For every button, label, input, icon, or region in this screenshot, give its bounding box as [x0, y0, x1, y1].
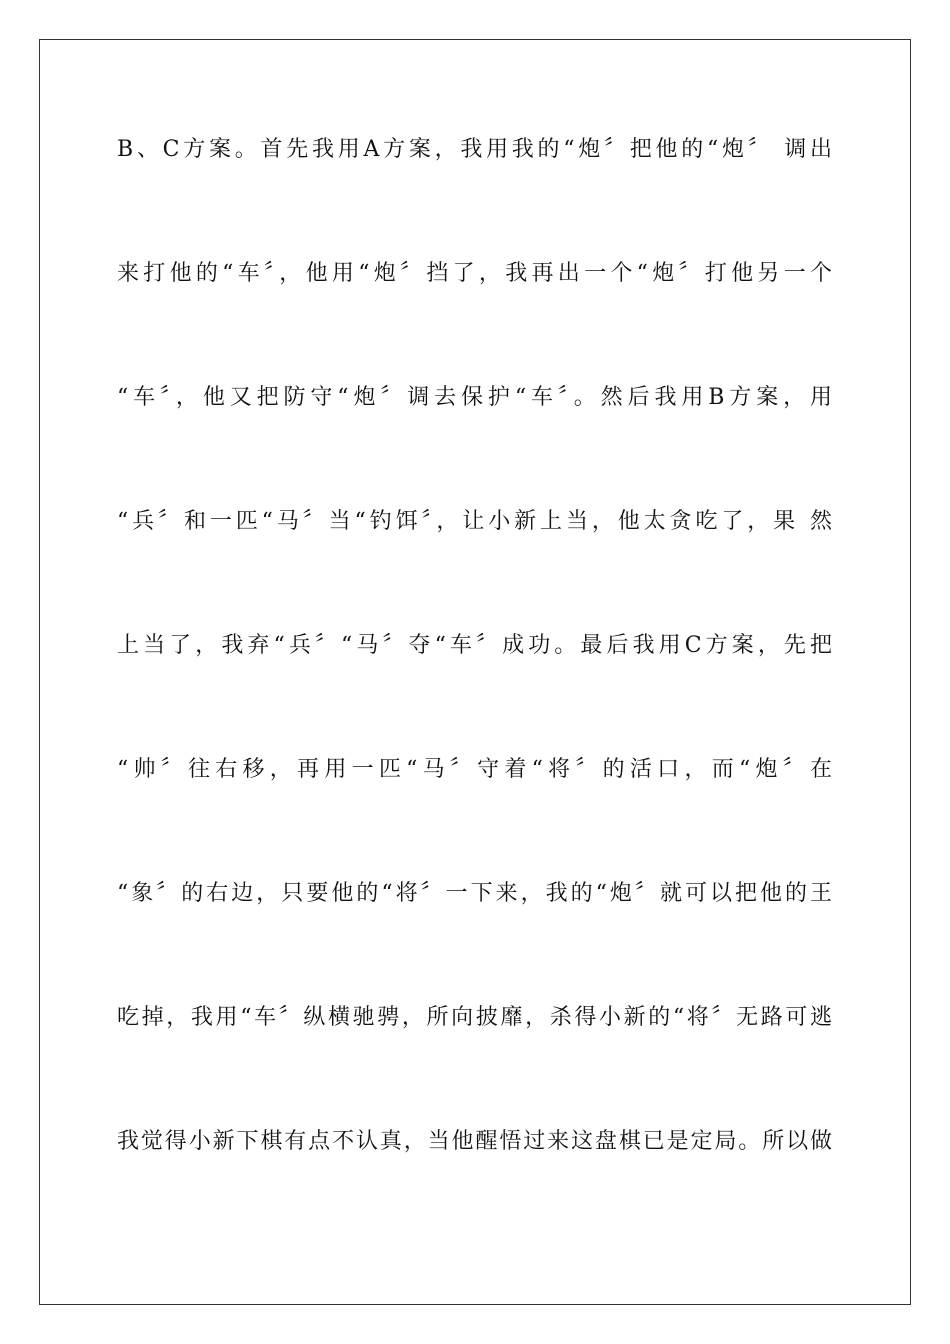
page-border — [39, 39, 911, 1305]
paragraph-line: 我觉得小新下棋有点不认真，当他醒悟过来这盘棋已是定局。所以做 — [117, 1129, 833, 1154]
paragraph-line: B、C方案。首先我用A方案，我用我的“炮〞把他的“炮〞 调出 — [117, 137, 833, 162]
paragraph-line: “象〞的右边，只要他的“将〞一下来，我的“炮〞就可以把他的王 — [117, 881, 833, 906]
paragraph-line: “车〞，他又把防守“炮〞调去保护“车〞。然后我用B方案，用 — [117, 385, 833, 410]
paragraph-line: “帅〞往右移，再用一匹“马〞守着“将〞的活口，而“炮〞在 — [117, 757, 833, 782]
paragraph-line: 吃掉，我用“车〞纵横驰骋，所向披靡，杀得小新的“将〞无路可逃 — [117, 1005, 833, 1030]
paragraph-line: “兵〞和一匹“马〞当“钓饵〞，让小新上当，他太贪吃了，果 然 — [117, 509, 833, 534]
paragraph-line: 来打他的“车〞，他用“炮〞挡了，我再出一个“炮〞打他另一个 — [117, 261, 833, 286]
paragraph-line: 上当了，我弃“兵〞“马〞夺“车〞成功。最后我用C方案，先把 — [117, 633, 833, 658]
